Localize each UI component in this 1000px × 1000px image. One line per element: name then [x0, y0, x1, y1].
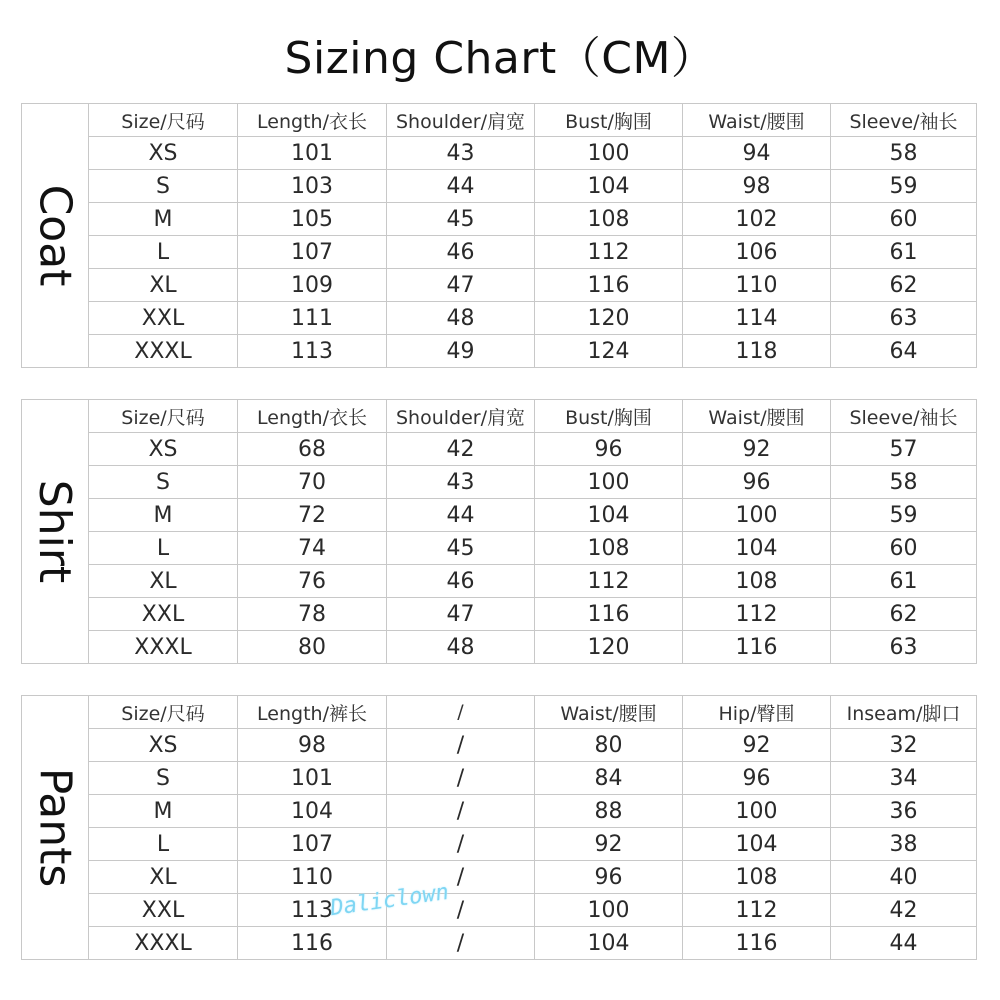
measurement-cell: 44: [387, 499, 535, 532]
table-row: [89, 466, 977, 499]
measurement-cell: 100: [535, 137, 683, 170]
measurement-cell: 114: [683, 302, 831, 335]
pants-size-table: [88, 695, 977, 960]
brand-watermark: Daliclown: [328, 879, 451, 922]
measurement-cell: 32: [831, 729, 977, 762]
measurement-cell: 113: [238, 335, 387, 368]
measurement-cell: 104: [535, 170, 683, 203]
column-header: Shoulder/肩宽: [387, 104, 535, 137]
shirt-size-table: [88, 399, 977, 664]
size-cell: XS: [89, 137, 238, 170]
measurement-cell: 43: [387, 137, 535, 170]
column-header: Waist/腰围: [683, 400, 831, 433]
measurement-cell: 49: [387, 335, 535, 368]
measurement-cell: 47: [387, 598, 535, 631]
size-cell: S: [89, 170, 238, 203]
measurement-cell: 70: [238, 466, 387, 499]
column-header: Length/衣长: [238, 400, 387, 433]
measurement-cell: 48: [387, 631, 535, 664]
measurement-cell: 98: [683, 170, 831, 203]
column-header: Inseam/脚口: [831, 696, 977, 729]
column-header: Waist/腰围: [535, 696, 683, 729]
measurement-cell: 92: [683, 433, 831, 466]
table-row: [89, 598, 977, 631]
table-row: [89, 236, 977, 269]
measurement-cell: 45: [387, 203, 535, 236]
measurement-cell: /: [387, 927, 535, 960]
measurement-cell: /: [387, 762, 535, 795]
table-row: [89, 499, 977, 532]
measurement-cell: 58: [831, 466, 977, 499]
size-cell: L: [89, 828, 238, 861]
measurement-cell: 96: [683, 762, 831, 795]
measurement-cell: 42: [387, 433, 535, 466]
size-cell: L: [89, 532, 238, 565]
measurement-cell: 106: [683, 236, 831, 269]
measurement-cell: 112: [683, 894, 831, 927]
measurement-cell: 88: [535, 795, 683, 828]
pants-size-section: [21, 695, 976, 960]
size-cell: L: [89, 236, 238, 269]
measurement-cell: 102: [683, 203, 831, 236]
measurement-cell: 116: [535, 269, 683, 302]
measurement-cell: 112: [535, 236, 683, 269]
measurement-cell: 94: [683, 137, 831, 170]
measurement-cell: 103: [238, 170, 387, 203]
measurement-cell: 101: [238, 762, 387, 795]
measurement-cell: 118: [683, 335, 831, 368]
measurement-cell: 100: [535, 894, 683, 927]
measurement-cell: 120: [535, 631, 683, 664]
column-header: Sleeve/袖长: [831, 400, 977, 433]
column-header: Sleeve/袖长: [831, 104, 977, 137]
measurement-cell: 98: [238, 729, 387, 762]
size-cell: XXL: [89, 302, 238, 335]
measurement-cell: 46: [387, 565, 535, 598]
column-header: Bust/胸围: [535, 104, 683, 137]
table-row: [89, 433, 977, 466]
measurement-cell: 63: [831, 302, 977, 335]
column-header: Shoulder/肩宽: [387, 400, 535, 433]
measurement-cell: 64: [831, 335, 977, 368]
column-header: Size/尺码: [89, 696, 238, 729]
measurement-cell: 44: [387, 170, 535, 203]
measurement-cell: 120: [535, 302, 683, 335]
table-row: [89, 729, 977, 762]
measurement-cell: 100: [683, 499, 831, 532]
size-cell: XL: [89, 269, 238, 302]
measurement-cell: 96: [683, 466, 831, 499]
column-header: Size/尺码: [89, 400, 238, 433]
section-label-box: [21, 103, 88, 368]
measurement-cell: 48: [387, 302, 535, 335]
table-row: [89, 894, 977, 927]
measurement-cell: 44: [831, 927, 977, 960]
measurement-cell: 80: [238, 631, 387, 664]
measurement-cell: 42: [831, 894, 977, 927]
measurement-cell: 110: [238, 861, 387, 894]
measurement-cell: 96: [535, 433, 683, 466]
measurement-cell: 105: [238, 203, 387, 236]
measurement-cell: 59: [831, 170, 977, 203]
measurement-cell: 112: [535, 565, 683, 598]
measurement-cell: 58: [831, 137, 977, 170]
size-cell: XXL: [89, 894, 238, 927]
measurement-cell: 116: [683, 927, 831, 960]
measurement-cell: 61: [831, 236, 977, 269]
table-row: [89, 335, 977, 368]
table-header-row: [89, 104, 977, 137]
measurement-cell: 113: [238, 894, 387, 927]
measurement-cell: 57: [831, 433, 977, 466]
measurement-cell: 108: [535, 203, 683, 236]
measurement-cell: 108: [683, 861, 831, 894]
measurement-cell: 59: [831, 499, 977, 532]
column-header: Hip/臀围: [683, 696, 831, 729]
size-cell: XXXL: [89, 927, 238, 960]
coat-size-section: [21, 103, 976, 368]
measurement-cell: 111: [238, 302, 387, 335]
measurement-cell: 47: [387, 269, 535, 302]
measurement-cell: 45: [387, 532, 535, 565]
measurement-cell: 68: [238, 433, 387, 466]
measurement-cell: 60: [831, 532, 977, 565]
section-label-pants: Pants: [29, 767, 81, 888]
table-row: [89, 170, 977, 203]
measurement-cell: 100: [683, 795, 831, 828]
size-cell: XL: [89, 565, 238, 598]
measurement-cell: 46: [387, 236, 535, 269]
measurement-cell: 62: [831, 269, 977, 302]
measurement-cell: 76: [238, 565, 387, 598]
size-cell: XS: [89, 729, 238, 762]
column-header: Waist/腰围: [683, 104, 831, 137]
column-header: Length/裤长: [238, 696, 387, 729]
measurement-cell: 92: [535, 828, 683, 861]
size-cell: S: [89, 762, 238, 795]
measurement-cell: 104: [683, 828, 831, 861]
measurement-cell: 108: [535, 532, 683, 565]
table-row: [89, 203, 977, 236]
measurement-cell: 62: [831, 598, 977, 631]
section-label-box: [21, 695, 88, 960]
size-cell: XXXL: [89, 631, 238, 664]
table-row: [89, 762, 977, 795]
measurement-cell: 36: [831, 795, 977, 828]
column-header: Size/尺码: [89, 104, 238, 137]
size-cell: M: [89, 499, 238, 532]
size-cell: XXL: [89, 598, 238, 631]
size-cell: XS: [89, 433, 238, 466]
measurement-cell: 108: [683, 565, 831, 598]
measurement-cell: /: [387, 795, 535, 828]
measurement-cell: 116: [238, 927, 387, 960]
size-cell: XL: [89, 861, 238, 894]
measurement-cell: 61: [831, 565, 977, 598]
measurement-cell: 104: [683, 532, 831, 565]
column-header: Bust/胸围: [535, 400, 683, 433]
measurement-cell: 104: [535, 927, 683, 960]
table-row: [89, 532, 977, 565]
table-header-row: [89, 400, 977, 433]
measurement-cell: 112: [683, 598, 831, 631]
size-cell: M: [89, 795, 238, 828]
table-header-row: [89, 696, 977, 729]
measurement-cell: 74: [238, 532, 387, 565]
measurement-cell: 96: [535, 861, 683, 894]
table-row: [89, 828, 977, 861]
measurement-cell: 110: [683, 269, 831, 302]
column-header: Length/衣长: [238, 104, 387, 137]
size-cell: S: [89, 466, 238, 499]
measurement-cell: 124: [535, 335, 683, 368]
measurement-cell: 109: [238, 269, 387, 302]
measurement-cell: 107: [238, 828, 387, 861]
measurement-cell: 116: [535, 598, 683, 631]
measurement-cell: 60: [831, 203, 977, 236]
measurement-cell: /: [387, 894, 535, 927]
measurement-cell: 80: [535, 729, 683, 762]
measurement-cell: 72: [238, 499, 387, 532]
measurement-cell: 78: [238, 598, 387, 631]
measurement-cell: 104: [238, 795, 387, 828]
measurement-cell: 100: [535, 466, 683, 499]
table-row: [89, 137, 977, 170]
measurement-cell: 104: [535, 499, 683, 532]
measurement-cell: 38: [831, 828, 977, 861]
size-cell: XXXL: [89, 335, 238, 368]
section-label-coat: Coat: [29, 184, 81, 287]
table-row: [89, 565, 977, 598]
measurement-cell: 43: [387, 466, 535, 499]
measurement-cell: 63: [831, 631, 977, 664]
size-cell: M: [89, 203, 238, 236]
table-row: [89, 795, 977, 828]
measurement-cell: 92: [683, 729, 831, 762]
coat-size-table: [88, 103, 977, 368]
shirt-size-section: [21, 399, 976, 664]
measurement-cell: 34: [831, 762, 977, 795]
column-header: /: [387, 696, 535, 729]
table-row: [89, 302, 977, 335]
section-label-shirt: Shirt: [29, 479, 81, 584]
measurement-cell: /: [387, 729, 535, 762]
table-row: [89, 631, 977, 664]
measurement-cell: 40: [831, 861, 977, 894]
measurement-cell: 101: [238, 137, 387, 170]
section-label-box: [21, 399, 88, 664]
measurement-cell: 116: [683, 631, 831, 664]
measurement-cell: 107: [238, 236, 387, 269]
measurement-cell: /: [387, 828, 535, 861]
table-row: [89, 861, 977, 894]
table-row: [89, 927, 977, 960]
page-title: Sizing Chart（CM）: [284, 33, 716, 84]
measurement-cell: 84: [535, 762, 683, 795]
table-row: [89, 269, 977, 302]
measurement-cell: /: [387, 861, 535, 894]
